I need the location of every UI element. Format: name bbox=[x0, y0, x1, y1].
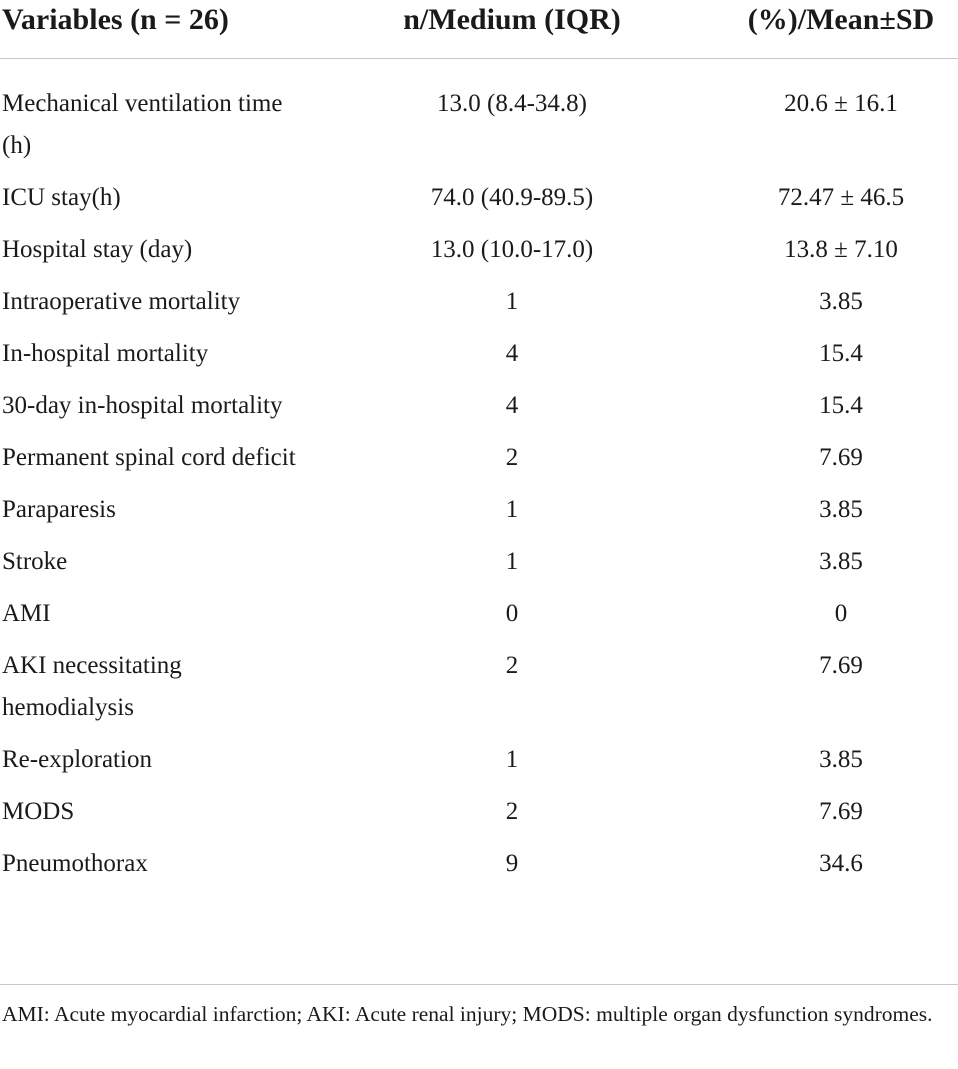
row-mean: 3.85 bbox=[819, 496, 863, 523]
row-variable: AMI bbox=[2, 600, 51, 627]
row-mean: 15.4 bbox=[819, 392, 863, 419]
row-median: 13.0 (10.0-17.0) bbox=[430, 236, 594, 263]
row-median: 1 bbox=[505, 746, 519, 773]
row-median: 0 bbox=[505, 600, 519, 627]
row-variable: Mechanical ventilation time (h) bbox=[2, 90, 283, 159]
row-variable: 30-day in-hospital mortality bbox=[2, 392, 283, 419]
row-median: 1 bbox=[505, 496, 519, 523]
row-median: 2 bbox=[505, 444, 519, 471]
table-row bbox=[0, 177, 958, 229]
row-variable: AKI necessitating hemodialysis bbox=[2, 652, 182, 721]
row-mean: 3.85 bbox=[819, 746, 863, 773]
row-mean: 0 bbox=[834, 600, 848, 627]
row-mean: 72.47 ± 46.5 bbox=[777, 184, 905, 211]
row-variable: Hospital stay (day) bbox=[2, 236, 193, 263]
table-row bbox=[0, 843, 958, 895]
row-median: 9 bbox=[505, 850, 519, 877]
row-median: 4 bbox=[505, 392, 519, 419]
row-mean: 7.69 bbox=[819, 444, 863, 471]
row-variable: Stroke bbox=[2, 548, 68, 575]
table-row bbox=[0, 229, 958, 281]
row-variable: In-hospital mortality bbox=[2, 340, 209, 367]
row-variable: ICU stay(h) bbox=[2, 184, 121, 211]
row-mean: 15.4 bbox=[819, 340, 863, 367]
row-mean: 34.6 bbox=[819, 850, 863, 877]
header-variables: Variables (n = 26) bbox=[2, 3, 229, 36]
header-median-iqr: n/Medium (IQR) bbox=[403, 3, 621, 36]
table-row bbox=[0, 333, 958, 385]
table-footnote: AMI: Acute myocardial infarction; AKI: Acute renal injury; MODS: multiple organ dysfunction syndromes. bbox=[2, 1002, 933, 1026]
footer-divider bbox=[0, 984, 958, 985]
row-median: 4 bbox=[505, 340, 519, 367]
table-row bbox=[0, 489, 958, 541]
table-row bbox=[0, 385, 958, 437]
table-row bbox=[0, 593, 958, 645]
table-row bbox=[0, 541, 958, 593]
table-row bbox=[0, 437, 958, 489]
header-divider bbox=[0, 58, 958, 59]
row-median: 74.0 (40.9-89.5) bbox=[430, 184, 594, 211]
row-variable: Intraoperative mortality bbox=[2, 288, 241, 315]
row-median: 2 bbox=[505, 798, 519, 825]
table-row bbox=[0, 791, 958, 843]
table-row bbox=[0, 739, 958, 791]
row-median: 1 bbox=[505, 548, 519, 575]
row-mean: 7.69 bbox=[819, 652, 863, 679]
table-body bbox=[0, 83, 958, 895]
table-row bbox=[0, 281, 958, 333]
row-mean: 3.85 bbox=[819, 288, 863, 315]
table-row bbox=[0, 645, 958, 739]
row-median: 1 bbox=[505, 288, 519, 315]
row-variable: Paraparesis bbox=[2, 496, 116, 523]
row-variable: Permanent spinal cord deficit bbox=[2, 444, 296, 471]
row-median: 13.0 (8.4-34.8) bbox=[437, 90, 587, 117]
row-median: 2 bbox=[505, 652, 519, 679]
table-row bbox=[0, 83, 958, 177]
table-header-row bbox=[0, 0, 958, 42]
header-mean-sd: (%)/Mean±SD bbox=[747, 3, 935, 36]
row-mean: 7.69 bbox=[819, 798, 863, 825]
row-variable: Pneumothorax bbox=[2, 850, 148, 877]
row-mean: 3.85 bbox=[819, 548, 863, 575]
row-mean: 13.8 ± 7.10 bbox=[784, 236, 898, 263]
row-variable: Re-exploration bbox=[2, 746, 152, 773]
row-variable: MODS bbox=[2, 798, 75, 825]
row-mean: 20.6 ± 16.1 bbox=[784, 90, 898, 117]
